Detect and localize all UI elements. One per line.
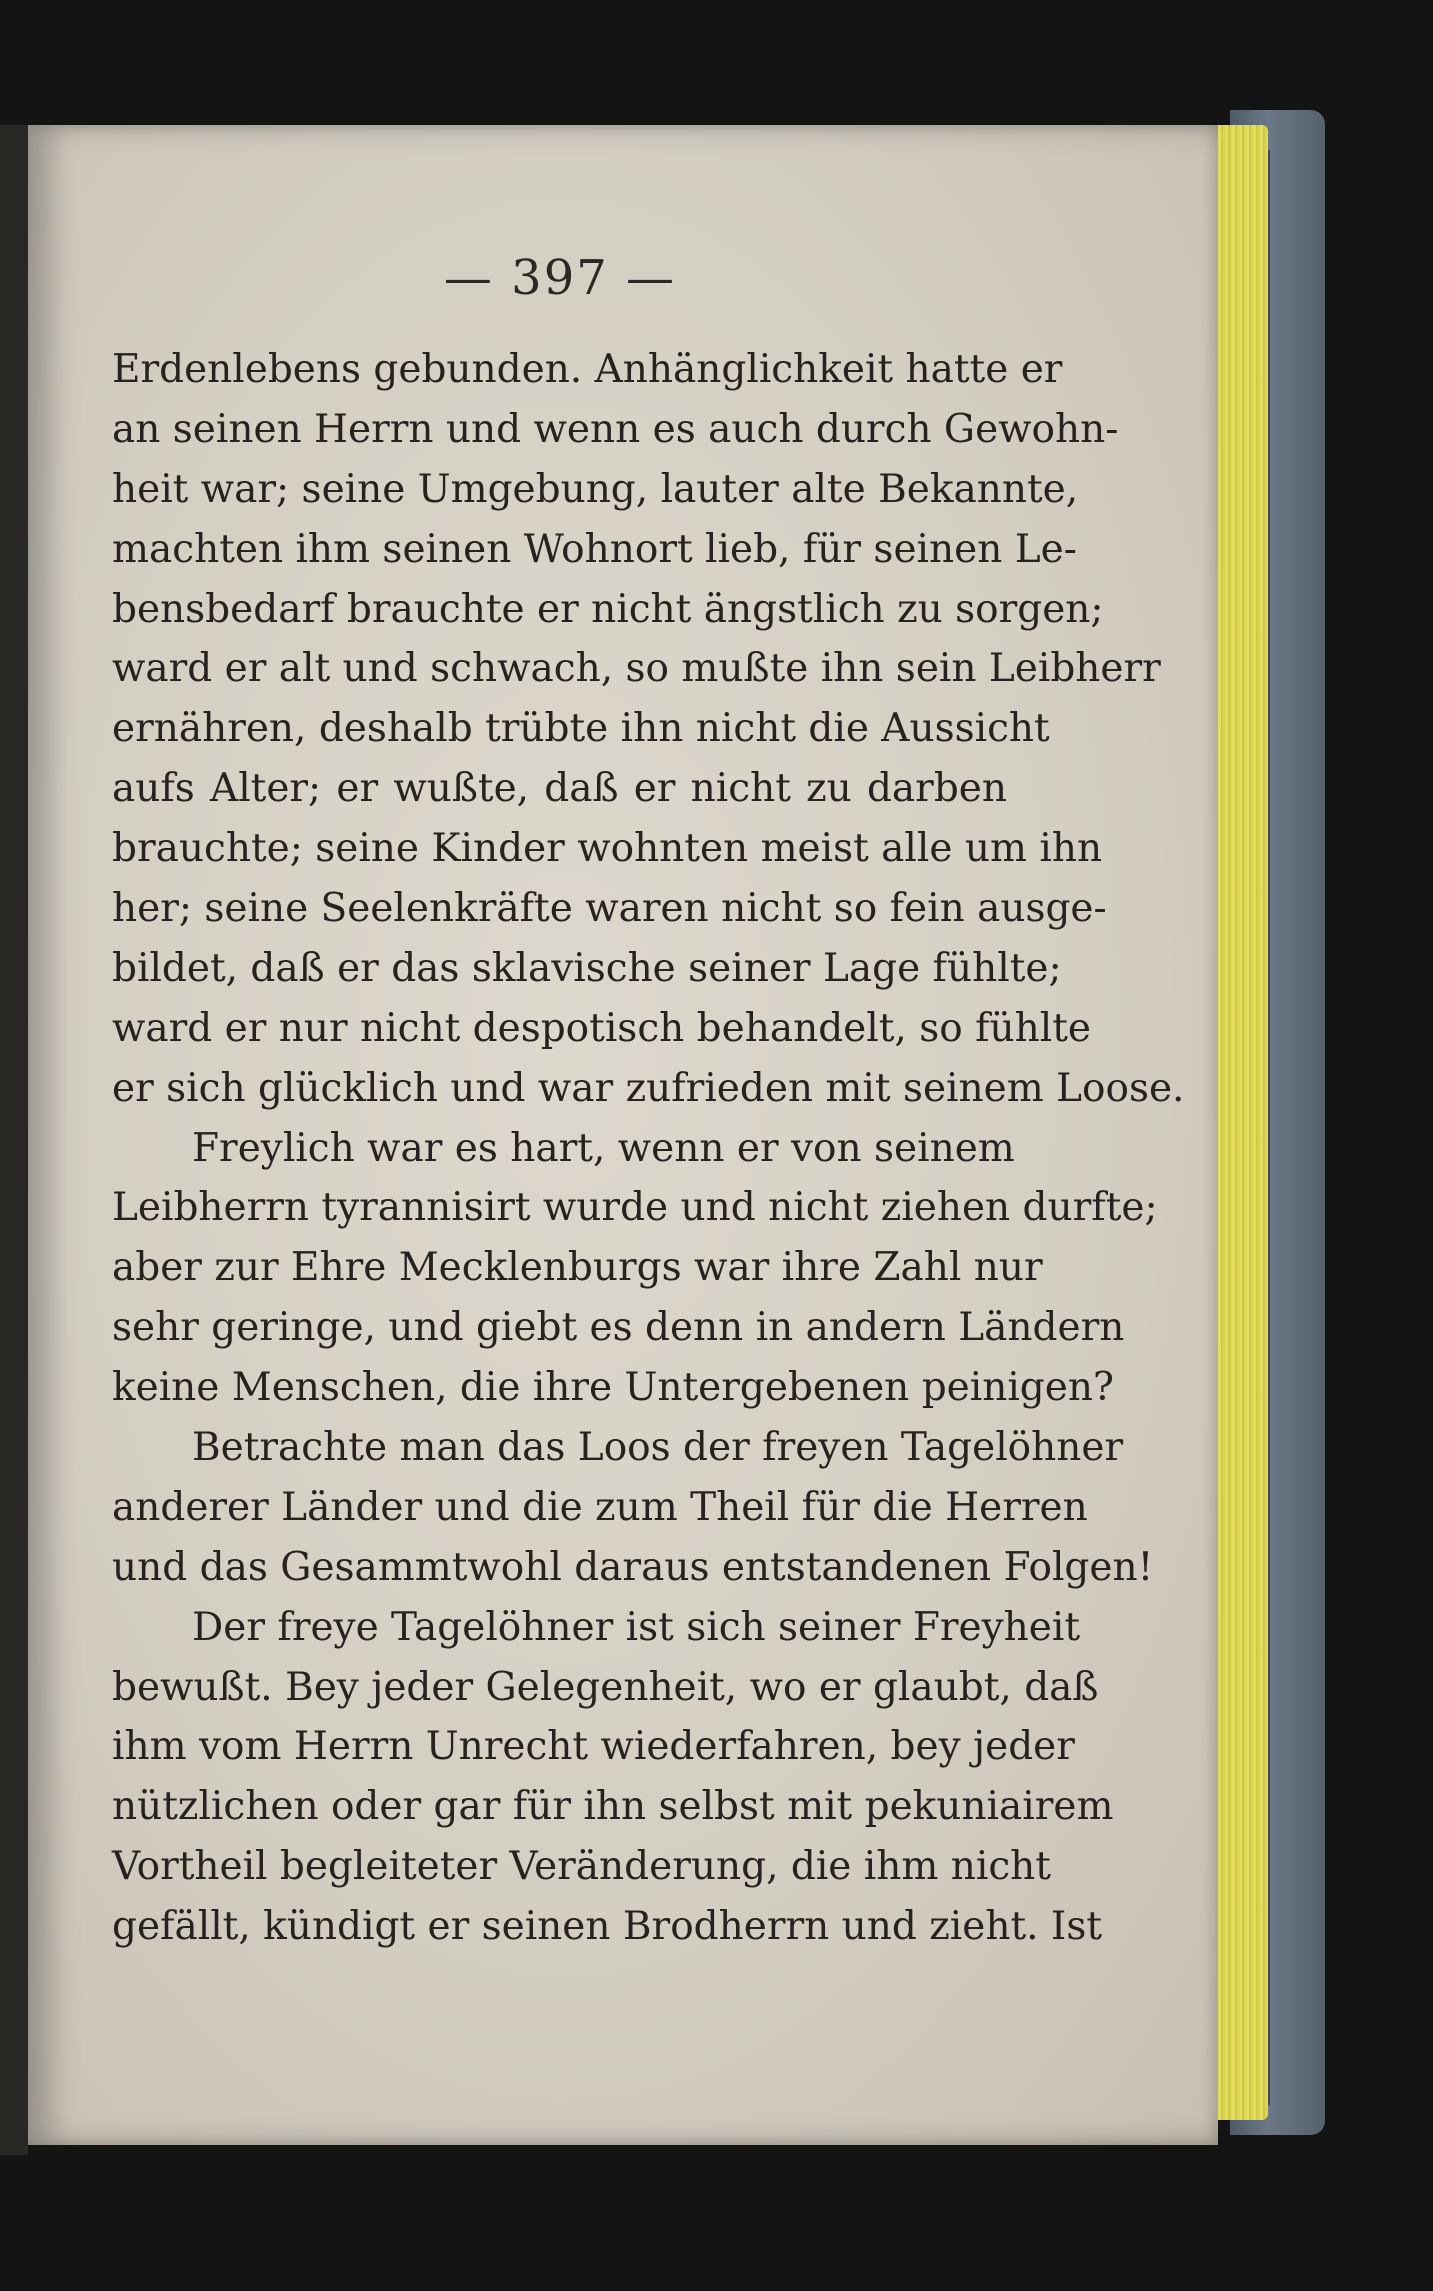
- text-line: ihm vom Herrn Unrecht wiederfahren, bey jeder: [112, 1724, 1075, 1770]
- text-line: sehr geringe, und giebt es denn in andern Ländern: [112, 1305, 1125, 1351]
- text-line: bensbedarf brauchte er nicht ängstlich zu sorgen;: [112, 586, 1104, 632]
- page-edges: [1210, 125, 1268, 2120]
- text-line: ernähren, deshalb trübte ihn nicht die Aussicht: [112, 706, 1050, 752]
- text-line: heit war; seine Umgebung, lauter alte Bekannte,: [112, 466, 1079, 512]
- page-number: — 397 —: [443, 250, 677, 306]
- text-line: ward er nur nicht despotisch behandelt, so fühlte: [112, 1005, 1091, 1051]
- text-line: her; seine Seelenkräfte waren nicht so fein ausge-: [112, 886, 1107, 932]
- text-line: aufs Alter; er wußte, daß er nicht zu darben: [112, 766, 1007, 812]
- text-line: bildet, daß er das sklavische seiner Lage fühlte;: [112, 945, 1062, 991]
- binding-shadow: [0, 125, 28, 2155]
- text-line: Betrachte man das Loos der freyen Tagelöhner: [192, 1425, 1124, 1471]
- text-line: brauchte; seine Kinder wohnten meist alle um ihn: [112, 826, 1103, 872]
- text-line: Leibherrn tyrannisirt wurde und nicht ziehen durfte;: [112, 1185, 1158, 1231]
- text-line: aber zur Ehre Mecklenburgs war ihre Zahl nur: [112, 1245, 1043, 1291]
- text-line: ward er alt und schwach, so mußte ihn sein Leibherr: [112, 646, 1161, 692]
- text-line: Freylich war es hart, wenn er von seinem: [192, 1125, 1015, 1171]
- text-line: Vortheil begleiteter Veränderung, die ihm nicht: [112, 1844, 1051, 1890]
- text-line: Erdenlebens gebunden. Anhänglichkeit hatte er: [112, 347, 1063, 392]
- text-line: machten ihm seinen Wohnort lieb, für seinen Le-: [112, 526, 1077, 572]
- text-line: keine Menschen, die ihre Untergebenen peinigen?: [112, 1365, 1114, 1411]
- text-line: Der freye Tagelöhner ist sich seiner Freyheit: [192, 1604, 1081, 1650]
- text-line: an seinen Herrn und wenn es auch durch Gewohn-: [112, 406, 1119, 452]
- text-line: bewußt. Bey jeder Gelegenheit, wo er glaubt, daß: [112, 1664, 1099, 1710]
- text-line: anderer Länder und die zum Theil für die Herren: [112, 1484, 1088, 1530]
- page-body-text: [112, 340, 1185, 1957]
- text-line: nützlichen oder gar für ihn selbst mit pekuniairem: [112, 1784, 1114, 1830]
- text-line: er sich glücklich und war zufrieden mit seinem Loose.: [112, 1065, 1185, 1111]
- text-line: und das Gesammtwohl daraus entstandenen Folgen!: [112, 1544, 1154, 1590]
- text-line: gefällt, kündigt er seinen Brodherrn und zieht. Ist: [112, 1904, 1103, 1950]
